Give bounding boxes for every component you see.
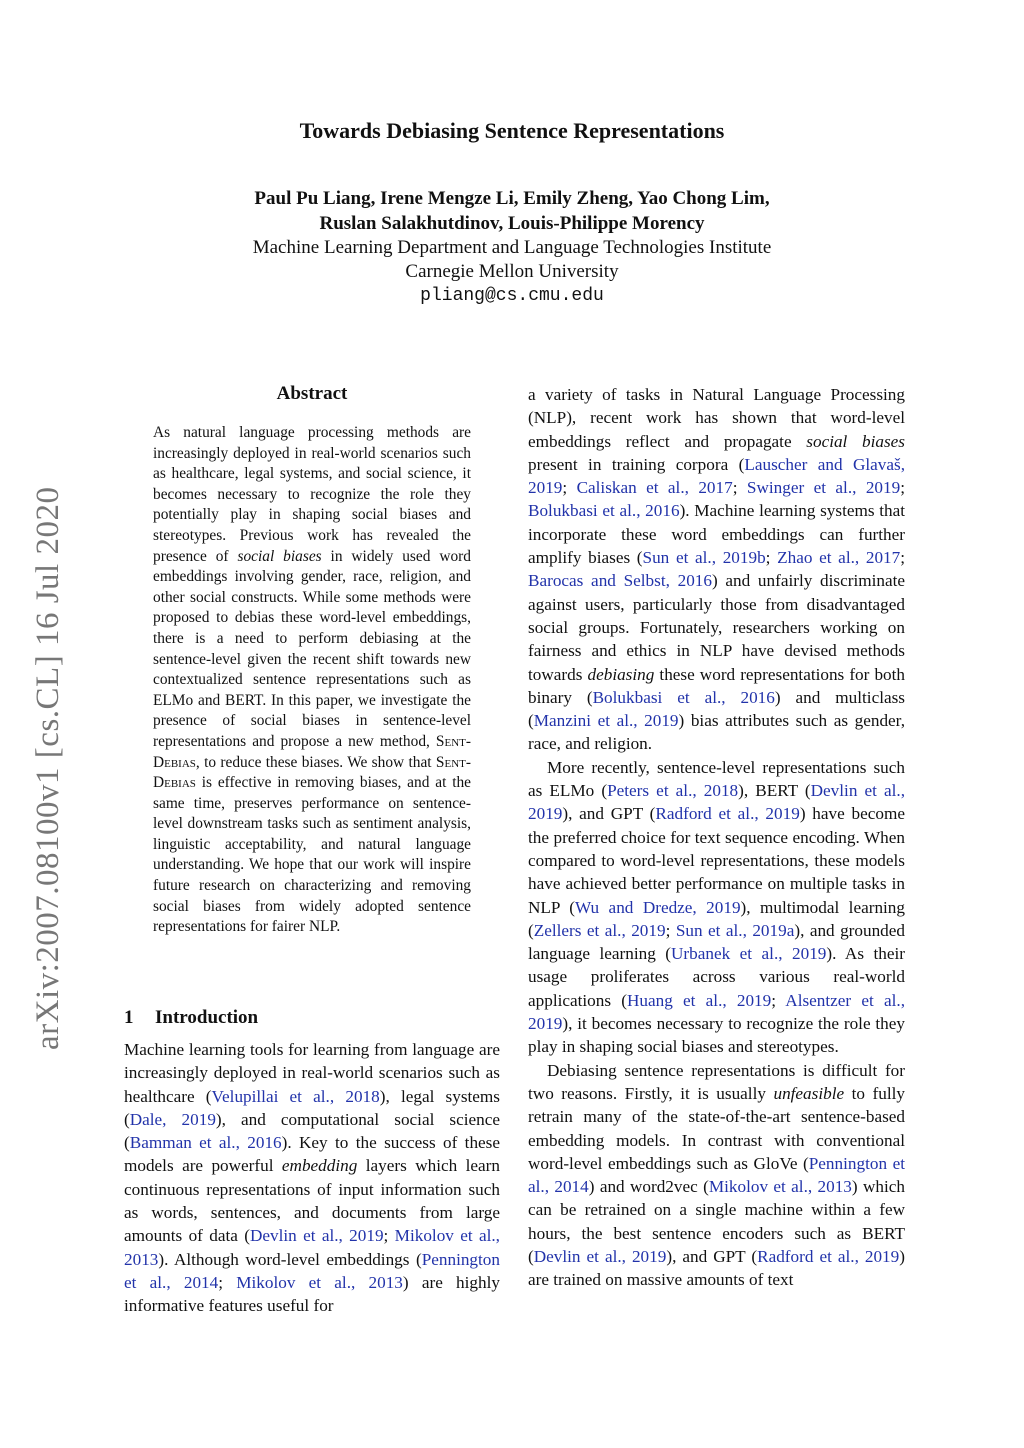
citation-link[interactable]: Mikolov et al., 2013 [708, 1177, 852, 1197]
intro-paragraph-1-continued: a variety of tasks in Natural Language Processing (NLP), recent work has shown that word-level embeddings reflect and propagate social biases present in training corpora (Lauscher and Glavaš, 2019; Caliskan et al., 2017; Swinger et al., 2019; Bolukbasi et al., 2016). Machine learning systems that incorporate these word embeddings can further amplify biases (Sun et al., 2019b; Zhao et al., 2017; Barocas and Selbst, 2016) and unfairly discriminate against users, particularly those from disadvantaged social groups. Fortunately, researchers working on fairness and ethics in NLP have devised methods towards debiasing these word representations for both binary (Bolukbasi et al., 2016) and multiclass (Manzini et al., 2019) bias attributes such as gender, race, and religion. [528, 385, 906, 754]
abstract-heading: Abstract [276, 383, 348, 404]
citation-link[interactable]: Bolukbasi et al., 2016 [592, 687, 775, 707]
citation-link[interactable]: Pennington et al., 2014 [528, 1153, 905, 1197]
citation-link[interactable]: Manzini et al., 2019 [533, 711, 679, 731]
author-email[interactable]: pliang@cs.cmu.edu [420, 286, 604, 306]
citation-link[interactable]: Bamman et al., 2016 [129, 1133, 282, 1153]
intro-paragraph-2: More recently, sentence-level representations such as ELMo (Peters et al., 2018), BERT (Devlin et al., 2019), and GPT (Radford et al., 2019) have become the preferred choice for text sequence encoding. When compared to word-level representations, these models have achieved better performance on multiple tasks in NLP (Wu and Dredze, 2019), multimodal learning (Zellers et al., 2019; Sun et al., 2019a), and grounded language learning (Urbanek et al., 2019). As their usage proliferates across various real-world applications (Huang et al., 2019; Alsentzer et al., 2019), it becomes necessary to recognize the role they play in shaping social biases and stereotypes. [528, 757, 906, 1057]
citation-link[interactable]: Pennington et al., 2014 [124, 1249, 500, 1292]
citation-link[interactable]: Devlin et al., 2019 [528, 781, 905, 824]
affiliation [0, 236, 1024, 308]
citation-link[interactable]: Lauscher and Glavaš, 2019 [528, 454, 906, 498]
emphasis-text: unfeasible [773, 1083, 845, 1103]
citation-link[interactable]: Sun et al., 2019b [642, 548, 766, 568]
paper-title: Towards Debiasing Sentence Representations [299, 118, 725, 143]
citation-link[interactable]: Wu and Dredze, 2019 [575, 897, 741, 917]
intro-paragraph-1: Machine learning tools for learning from language are increasingly deployed in real-world scenarios such as healthcare (Velupillai et al., 2018), legal systems (Dale, 2019), and computational social science (Bamman et al., 2016). Key to the success of these models are powerful embedding layers which learn continuous representations of input information such as words, sentences, and documents from large amounts of data (Devlin et al., 2019; Mikolov et al., 2013). Although word-level embeddings (Pennington et al., 2014; Mikolov et al., 2013) are highly informative features useful for [124, 1040, 500, 1316]
intro-paragraph-3: Debiasing sentence representations is difficult for two reasons. Firstly, it is usually unfeasible to fully retrain many of the state-of-the-art sentence-based embedding models. In contrast with conventional word-level embeddings such as GloVe (Pennington et al., 2014) and word2vec (Mikolov et al., 2013) which can be retrained on a single machine within a few hours, the best sentence encoders such as BERT (Devlin et al., 2019), and GPT (Radford et al., 2019) are trained on massive amounts of text [528, 1060, 905, 1290]
arxiv-stamp: arXiv:2007.08100v1 [cs.CL] 16 Jul 2020 [30, 486, 66, 1050]
affiliation-line-2: Carnegie Mellon University [405, 261, 619, 282]
citation-link[interactable]: Zhao et al., 2017 [777, 548, 901, 568]
citation-link[interactable]: Mikolov et al., 2013 [124, 1226, 500, 1269]
emphasis-text: embedding [281, 1156, 358, 1176]
citation-link[interactable]: Devlin et al., 2019 [249, 1226, 384, 1246]
section-title: Introduction [155, 1007, 259, 1028]
section-heading-introduction [124, 1007, 500, 1029]
section-number: 1 [124, 1007, 134, 1028]
emphasis-text: social biases [806, 431, 905, 451]
citation-link[interactable]: Urbanek et al., 2019 [671, 944, 827, 964]
authors-line-1: Paul Pu Liang, Irene Mengze Li, Emily Zheng, Yao Chong Lim, [254, 188, 770, 209]
author-list [0, 186, 1024, 236]
citation-link[interactable]: Radford et al., 2019 [757, 1246, 900, 1266]
abstract-text: As natural language processing methods are increasingly deployed in real-world scenarios such as healthcare, legal systems, and social science, it becomes necessary to recognize the role they potentially play in shaping social biases and stereotypes. Previous work has revealed the presence of social biases in widely used word embeddings involving gender, race, religion, and other social constructs. While some methods were proposed to debias these word-level embeddings, there is a need to perform debiasing at the sentence-level given the recent shift towards new contextualized sentence representations such as ELMo and BERT. In this paper, we investigate the presence of social biases in sentence-level representations and propose a new method, Sent-Debias, to reduce these biases. We show that Sent-Debias is effective in removing biases, and at the same time, preserves performance on sentence-level downstream tasks such as sentiment analysis, linguistic acceptability, and natural language understanding. We hope that our work will inspire future research on characterizing and removing social biases from widely adopted sentence representations for fairer NLP. [153, 424, 471, 936]
citation-link[interactable]: Swinger et al., 2019 [746, 478, 901, 498]
abstract-emphasis: social biases [237, 547, 322, 565]
affiliation-line-1: Machine Learning Department and Language Technologies Institute [252, 237, 772, 258]
authors-line-2: Ruslan Salakhutdinov, Louis-Philippe Morency [319, 213, 705, 234]
citation-link[interactable]: Sun et al., 2019a [675, 920, 795, 940]
citation-link[interactable]: Caliskan et al., 2017 [576, 478, 733, 498]
citation-link[interactable]: Barocas and Selbst, 2016 [528, 571, 712, 591]
method-name: Sent-Debias [153, 753, 471, 792]
citation-link[interactable]: Peters et al., 2018 [607, 781, 739, 801]
citation-link[interactable]: Huang et al., 2019 [627, 990, 772, 1010]
citation-link[interactable]: Dale, 2019 [129, 1109, 216, 1129]
right-column [528, 383, 905, 1292]
citation-link[interactable]: Alsentzer et al., 2019 [528, 990, 905, 1034]
citation-link[interactable]: Zellers et al., 2019 [533, 920, 666, 940]
citation-link[interactable]: Radford et al., 2019 [655, 804, 800, 824]
method-name: Sent-Debias [153, 732, 471, 771]
emphasis-text: debiasing [587, 664, 655, 684]
citation-link[interactable]: Devlin et al., 2019 [533, 1246, 667, 1266]
citation-link[interactable]: Mikolov et al., 2013 [236, 1272, 403, 1292]
citation-link[interactable]: Velupillai et al., 2018 [211, 1086, 380, 1106]
citation-link[interactable]: Bolukbasi et al., 2016 [528, 501, 680, 521]
